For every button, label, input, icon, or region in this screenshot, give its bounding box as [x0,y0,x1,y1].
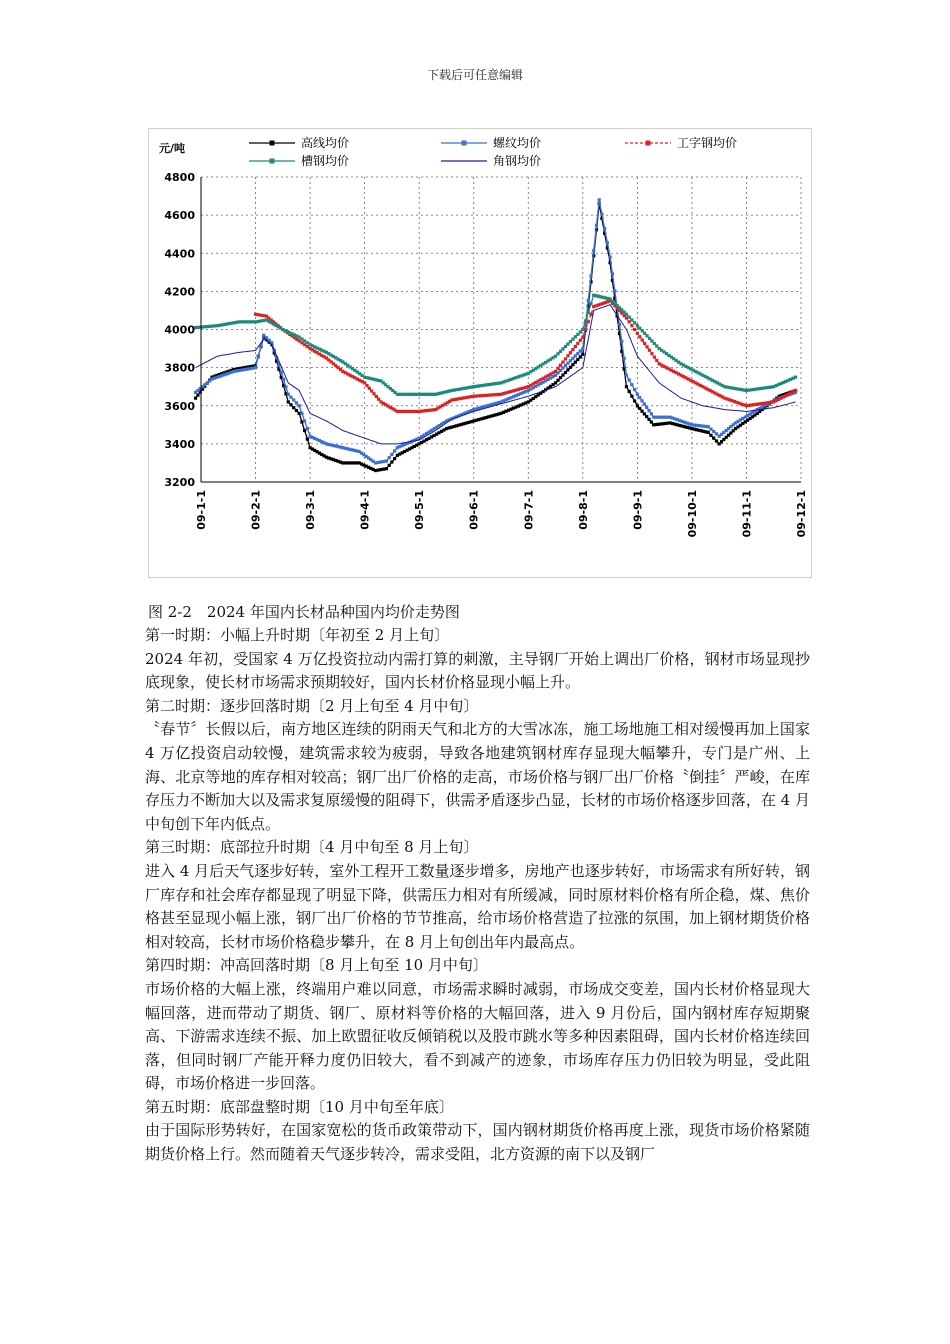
data-point [608,255,611,258]
data-point [559,364,562,367]
data-point [257,313,260,316]
data-point [365,384,368,387]
data-point [265,336,268,339]
data-point [388,456,391,459]
data-point [579,339,582,342]
data-point [282,378,285,381]
data-point [379,468,382,471]
data-point [592,249,595,252]
data-point [712,430,715,433]
data-point [382,468,385,471]
legend-marker [270,141,275,146]
data-point [707,425,710,428]
data-point [300,412,303,415]
data-point [633,328,636,331]
data-point [257,355,260,358]
data-point [298,339,301,342]
data-point [569,351,572,354]
data-point [647,418,650,421]
data-point [647,409,650,412]
y-axis-label: 元/吨 [159,142,186,155]
paragraph: 第二时期：逐步回落时期〔2 月上旬至 4 月中旬〕 [145,696,479,715]
x-tick-label: 09-6-1 [467,490,481,530]
figure-caption: 图 2-2 2024 年国内长材品种国内均价走势图 [148,603,460,621]
y-tick-label: 3200 [164,476,195,489]
data-point [650,352,653,355]
data-point [300,341,303,344]
data-point [638,335,641,338]
data-point [633,399,636,402]
paragraph: 第三时期：底部拉升时期〔4 月中旬至 8 月上旬〕 [145,838,479,857]
paragraph: 进入 4 月后天气逐步好转，室外工程开工数量逐步增多，房地产也逐步转好，市场需求有所好转，钢厂库存和社会库存都显现了明显下降，供需压力相对有所缓减，同时原材料价格有所企稳，煤、焦价格甚至显现小幅上涨，钢厂出厂价格的节节推高，给市场价格营造了拉涨的氛围，加上钢材期货价格相对较高，长材市场价格稳步攀升，在 8 月上旬创出年内最高点。 [145,861,810,951]
data-point [709,428,712,431]
data-point [289,396,292,399]
data-point [650,412,653,415]
x-tick-label: 09-7-1 [522,490,536,530]
data-point [298,404,301,407]
data-point [363,381,366,384]
legend-label: 槽钢均价 [301,154,350,168]
data-point [385,459,388,462]
data-point [306,341,309,344]
data-point [254,313,257,316]
data-point [628,316,631,319]
paragraph: 〝春节〞长假以后，南方地区连续的阴雨天气和北方的大雪冰冻，施工场地施工相对缓慢再加上国家 4 万亿投资启动较慢，建筑需求较为疲弱，导致各地建筑钢材库存显现大幅攀升，专门是广州、上海、北京等地的库存相对较高；钢厂出厂价格的走高，市场价格与钢厂出厂价格〝倒挂〞严峻，在库存压力不断加大以及需求复原缓慢的阻碍下，供需矛盾逐步凸显，长材的市场价格逐步回落，在 4 月中旬创下年内低点。 [145,720,810,833]
data-point [287,400,290,403]
y-tick-label: 4600 [164,209,195,223]
legend-marker [646,141,651,146]
data-point [262,319,265,322]
y-tick-label: 4800 [164,171,195,184]
data-point [393,449,396,452]
data-point [298,336,301,339]
data-point [633,321,636,324]
data-point [589,275,592,278]
data-point [715,432,718,435]
y-tick-label: 3600 [164,399,195,413]
series-layer [194,198,797,472]
data-point [640,399,643,402]
y-tick-label: 3400 [164,437,195,451]
data-point [377,461,380,464]
data-point [303,343,306,346]
data-point [623,357,626,360]
data-point [257,320,260,323]
data-point [587,299,590,302]
data-point [584,319,587,322]
data-point [648,349,651,352]
data-point [289,403,292,406]
data-point [306,345,309,348]
data-point [589,313,592,316]
data-point [645,415,648,418]
paragraph: 由于国际形势转好，在国家宽松的货币政策带动下，国内钢材期货价格再度上涨，现货市场价格紧随期货价格上行。然而随着天气逐步转冷，需求受阻，北方资源的南下以及钢厂 [145,1121,810,1164]
axis-layer [164,171,808,537]
paragraph: 市场价格的大幅上涨，终端用户难以同意，市场需求瞬时减弱，市场成交变差，国内长材价格显现大幅回落，进而带动了期货、钢厂、原材料等价格的大幅回落，进入 9 月份后，国内钢材库存短期聚高、下游需求连续不振、加上欧盟征收反倾销税以及股市跳水等多种因素阻碍，国内长材价格连续回落，但同时钢厂产能开释力度仍旧较大，看不到减产的迹象，市场库存压力仍旧较为明显，受此阻碍，市场价格进一步回落。 [145,979,810,1093]
x-tick-label: 09-4-1 [358,490,372,530]
data-point [603,227,606,230]
data-point [636,332,639,335]
data-point [368,387,371,390]
data-point [574,345,577,348]
data-point [715,439,718,442]
x-tick-label: 09-5-1 [413,490,427,530]
data-point [370,389,373,392]
data-point [641,338,644,341]
page-header: 下载后可任意编辑 [426,68,523,82]
series-line-4 [196,305,796,444]
price-chart [148,128,812,578]
data-point [643,403,646,406]
data-point [628,378,631,381]
data-point [587,320,590,323]
x-tick-label: 09-2-1 [249,490,263,530]
data-point [581,328,584,331]
series-line-2 [256,301,796,412]
series-line-3 [196,295,796,394]
legend-marker [270,159,275,164]
paragraph: 第四时期：冲高回落时期〔8 月上旬至 10 月中旬〕 [145,956,488,975]
data-point [561,360,564,363]
data-point [587,311,590,314]
data-point [625,385,628,388]
data-point [630,395,633,398]
data-point [709,434,712,437]
data-point [556,367,559,370]
legend-layer [249,135,737,168]
data-point [643,342,646,345]
data-point [625,316,628,319]
data-point [295,401,298,404]
data-point [262,334,265,337]
legend-label: 高线均价 [301,136,350,150]
data-point [292,398,295,401]
data-point [653,355,656,358]
data-point [303,339,306,342]
data-point [284,385,287,388]
data-point [581,353,584,356]
data-point [595,224,598,227]
data-point [554,370,557,373]
data-point [613,289,616,292]
data-point [390,453,393,456]
data-point [581,336,584,339]
data-point [628,320,631,323]
data-point [379,460,382,463]
data-point [636,404,639,407]
data-point [598,198,601,201]
data-point [259,314,262,317]
data-point [372,392,375,395]
data-point [196,394,199,397]
paragraph: 第一时期：小幅上升时期〔年初至 2 月上旬〕 [145,626,450,644]
paragraph: 第五时期：底部盘整时期〔10 月中旬至年底〕 [145,1097,454,1116]
legend-label: 角钢均价 [493,154,542,168]
data-point [630,318,633,321]
body-text [145,624,810,1167]
data-point [564,357,567,360]
data-point [259,319,262,322]
data-point [377,468,380,471]
data-point [566,354,569,357]
data-point [306,438,309,441]
data-point [254,366,257,369]
paragraph: 2024 年初，受国家 4 万亿投资拉动内需打算的刺激，主导钢厂开始上调出厂价格，钢材市场显现抄底现象，使长材市场需求预期较好，国内长材价格显现小幅上升。 [145,649,810,692]
data-point [611,272,614,275]
data-point [581,347,584,350]
x-tick-label: 09-10-1 [685,490,699,538]
data-point [625,374,628,377]
data-point [633,388,636,391]
data-point [375,395,378,398]
y-tick-label: 4200 [164,285,195,299]
data-point [638,407,641,410]
data-point [571,348,574,351]
data-point [300,420,303,423]
data-point [292,406,295,409]
data-point [385,467,388,470]
data-point [650,420,653,423]
data-point [645,345,648,348]
legend-label: 工字钢均价 [677,136,738,150]
data-point [303,429,306,432]
data-point [287,393,290,396]
data-point [628,390,631,393]
x-tick-label: 09-9-1 [631,490,645,530]
data-point [576,342,579,345]
legend-label: 螺纹均价 [493,136,542,150]
data-point [625,313,628,316]
data-point [374,461,377,464]
data-point [707,431,710,434]
data-point [298,412,301,415]
data-point [645,406,648,409]
data-point [643,412,646,415]
x-tick-label: 09-8-1 [576,490,590,530]
data-point [655,359,658,362]
data-point [630,324,633,327]
y-tick-label: 3800 [164,361,195,375]
x-tick-label: 09-3-1 [304,490,318,530]
data-point [390,460,393,463]
data-point [295,409,298,412]
data-point [630,383,633,386]
data-point [584,328,587,331]
legend-marker [462,141,467,146]
data-point [262,314,265,317]
y-tick-label: 4400 [164,247,195,261]
data-point [306,427,309,430]
data-point [620,340,623,343]
data-point [618,323,621,326]
data-point [388,464,391,467]
data-point [600,213,603,216]
data-point [303,419,306,422]
data-point [638,396,641,399]
data-point [300,337,303,340]
data-point [280,371,283,374]
data-point [377,398,380,401]
data-point [640,410,643,413]
data-point [712,437,715,440]
data-point [794,376,797,379]
data-point [382,460,385,463]
x-tick-label: 09-12-1 [795,490,808,538]
y-tick-label: 4000 [164,323,195,337]
data-point [636,393,639,396]
data-point [794,389,797,392]
x-tick-label: 09-1-1 [195,490,208,530]
price-chart-svg [149,129,811,577]
data-point [606,241,609,244]
data-point [374,469,377,472]
data-point [589,302,592,305]
data-point [254,320,257,323]
data-point [393,457,396,460]
x-tick-label: 09-11-1 [740,490,754,538]
